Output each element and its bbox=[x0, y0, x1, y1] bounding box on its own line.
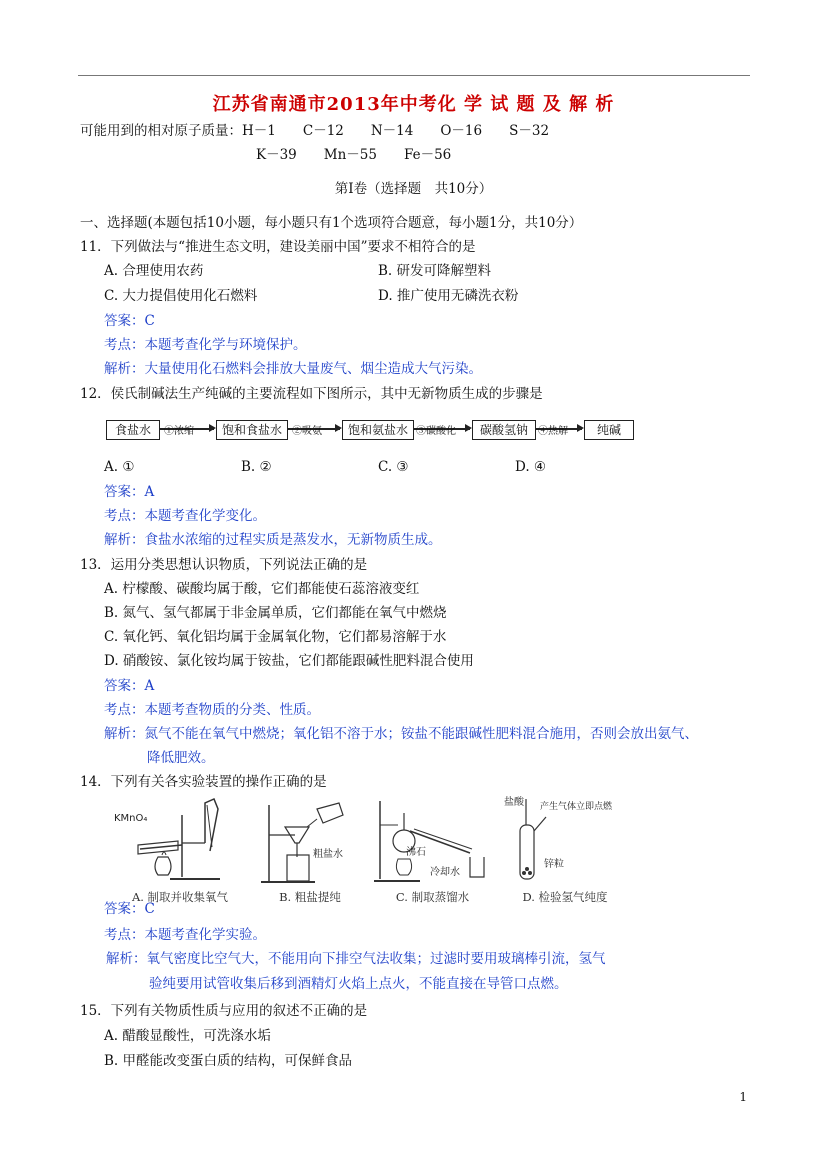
atomic-masses-line1: 可能用到的相对原子质量：H－1 C－12 N－14 O－16 S－32 bbox=[80, 123, 550, 139]
flow-arrow-1 bbox=[160, 426, 214, 437]
apparatus-a-caption: A. 制取并收集氧气 bbox=[131, 890, 229, 904]
flow-step-3: ③碳酸化 bbox=[416, 426, 456, 437]
q12-option-a: A. ① bbox=[104, 459, 135, 475]
distillation-apparatus-icon bbox=[370, 795, 495, 887]
q12-analysis: 解析：食盐水浓缩的过程实质是蒸发水，无新物质生成。 bbox=[104, 532, 442, 548]
q13-option-a: A. 柠檬酸、碳酸均属于酸，它们都能使石蕊溶液变红 bbox=[104, 581, 420, 597]
q11-option-c: C. 大力提倡使用化石燃料 bbox=[104, 288, 258, 304]
apparatus-d-caption: D. 检验氢气纯度 bbox=[522, 890, 608, 904]
q13-answer: 答案：A bbox=[104, 678, 155, 694]
q11-option-d: D. 推广使用无磷洗衣粉 bbox=[378, 288, 519, 304]
flow-step-4: ④热解 bbox=[538, 426, 568, 437]
q12-option-d: D. ④ bbox=[515, 459, 547, 475]
page-number: 1 bbox=[739, 1090, 747, 1104]
kmno4-label: KMnO₄ bbox=[114, 813, 148, 824]
cooling-water-label: 冷却水 bbox=[430, 867, 460, 878]
q11-option-a: A. 合理使用农药 bbox=[104, 263, 204, 279]
flow-box-5: 纯碱 bbox=[584, 420, 634, 440]
q13-analysis-line1: 解析：氮气不能在氧气中燃烧；氧化铝不溶于水；铵盐不能跟碱性肥料混合施用，否则会放出氨气、 bbox=[104, 726, 698, 742]
q15-option-a: A. 醋酸显酸性，可洗涤水垢 bbox=[104, 1028, 271, 1044]
q13-option-b: B. 氮气、氢气都属于非金属单质，它们都能在氧气中燃烧 bbox=[104, 605, 447, 621]
flow-arrow-4 bbox=[536, 426, 582, 437]
q11-option-b: B. 研发可降解塑料 bbox=[378, 263, 492, 279]
q12-point: 考点：本题考查化学变化。 bbox=[104, 508, 266, 524]
flow-arrow-2 bbox=[288, 426, 340, 437]
flow-step-2: ②吸氨 bbox=[292, 426, 322, 437]
crude-salt-water-label: 粗盐水 bbox=[313, 849, 343, 860]
q14-analysis-line1: 解析：氧气密度比空气大，不能用向下排空气法收集；过滤时要用玻璃棒引流，氢气 bbox=[106, 951, 606, 967]
q11-answer: 答案：C bbox=[104, 313, 155, 329]
flow-box-1: 食盐水 bbox=[106, 420, 160, 440]
atomic-masses-line2: K－39 Mn－55 Fe－56 bbox=[256, 147, 452, 163]
q11-analysis: 解析：大量使用化石燃料会排放大量废气、烟尘造成大气污染。 bbox=[104, 361, 482, 377]
flow-arrow-3 bbox=[414, 426, 470, 437]
apparatus-b bbox=[255, 795, 365, 905]
oxygen-apparatus-icon bbox=[110, 795, 250, 887]
q13-point: 考点：本题考查物质的分类、性质。 bbox=[104, 702, 320, 718]
apparatus-c bbox=[370, 795, 495, 905]
section-header: 一、选择题(本题包括10小题，每小题只有1个选项符合题意，每小题1分，共10分） bbox=[80, 215, 583, 231]
q14-stem: 14．下列有关各实验装置的操作正确的是 bbox=[80, 774, 327, 790]
q15-option-b: B. 甲醛能改变蛋白质的结构，可保鲜食品 bbox=[104, 1053, 353, 1069]
header-rule bbox=[78, 75, 750, 76]
apparatus-b-caption: B. 粗盐提纯 bbox=[279, 890, 341, 904]
hydrogen-test-apparatus-icon bbox=[500, 795, 630, 887]
flow-diagram bbox=[106, 418, 714, 442]
q13-option-c: C. 氧化钙、氧化铝均属于金属氧化物，它们都易溶解于水 bbox=[104, 629, 447, 645]
q13-stem: 13．运用分类思想认识物质，下列说法正确的是 bbox=[80, 557, 368, 573]
q15-stem: 15．下列有关物质性质与应用的叙述不正确的是 bbox=[80, 1003, 368, 1019]
q12-option-c: C. ③ bbox=[378, 459, 409, 475]
apparatus-d bbox=[500, 795, 630, 905]
zinc-label: 锌粒 bbox=[544, 859, 564, 870]
flow-box-3: 饱和氨盐水 bbox=[342, 420, 414, 440]
flow-box-4: 碳酸氢钠 bbox=[472, 420, 536, 440]
hcl-label: 盐酸 bbox=[504, 797, 524, 808]
q11-point: 考点：本题考查化学与环境保护。 bbox=[104, 337, 307, 353]
filtration-apparatus-icon bbox=[255, 795, 365, 887]
gas-ignite-label: 产生气体立即点燃 bbox=[540, 802, 613, 812]
part-title: 第Ⅰ卷（选择题 共10分） bbox=[334, 181, 493, 197]
apparatus-c-caption: C. 制取蒸馏水 bbox=[395, 890, 470, 904]
boiling-chips-label: 沸石 bbox=[406, 847, 426, 858]
flow-step-1: ①浓缩 bbox=[164, 426, 194, 437]
q12-stem: 12．侯氏制碱法生产纯碱的主要流程如下图所示，其中无新物质生成的步骤是 bbox=[80, 386, 543, 402]
q13-analysis-line2: 降低肥效。 bbox=[147, 750, 215, 766]
apparatus-a bbox=[110, 795, 250, 905]
q12-option-b: B. ② bbox=[241, 459, 272, 475]
q14-answer: 答案：C bbox=[104, 901, 155, 917]
page-title: 江苏省南通市2013年中考化 学 试 题 及 解 析 bbox=[212, 94, 615, 115]
q14-point: 考点：本题考查化学实验。 bbox=[104, 927, 266, 943]
q12-answer: 答案：A bbox=[104, 484, 155, 500]
flow-box-2: 饱和食盐水 bbox=[216, 420, 288, 440]
q13-option-d: D. 硝酸铵、氯化铵均属于铵盐，它们都能跟碱性肥料混合使用 bbox=[104, 653, 474, 669]
q11-stem: 11．下列做法与“推进生态文明，建设美丽中国”要求不相符合的是 bbox=[80, 239, 476, 255]
q14-analysis-line2: 验纯要用试管收集后移到酒精灯火焰上点火，不能直接在导管口点燃。 bbox=[149, 976, 568, 992]
